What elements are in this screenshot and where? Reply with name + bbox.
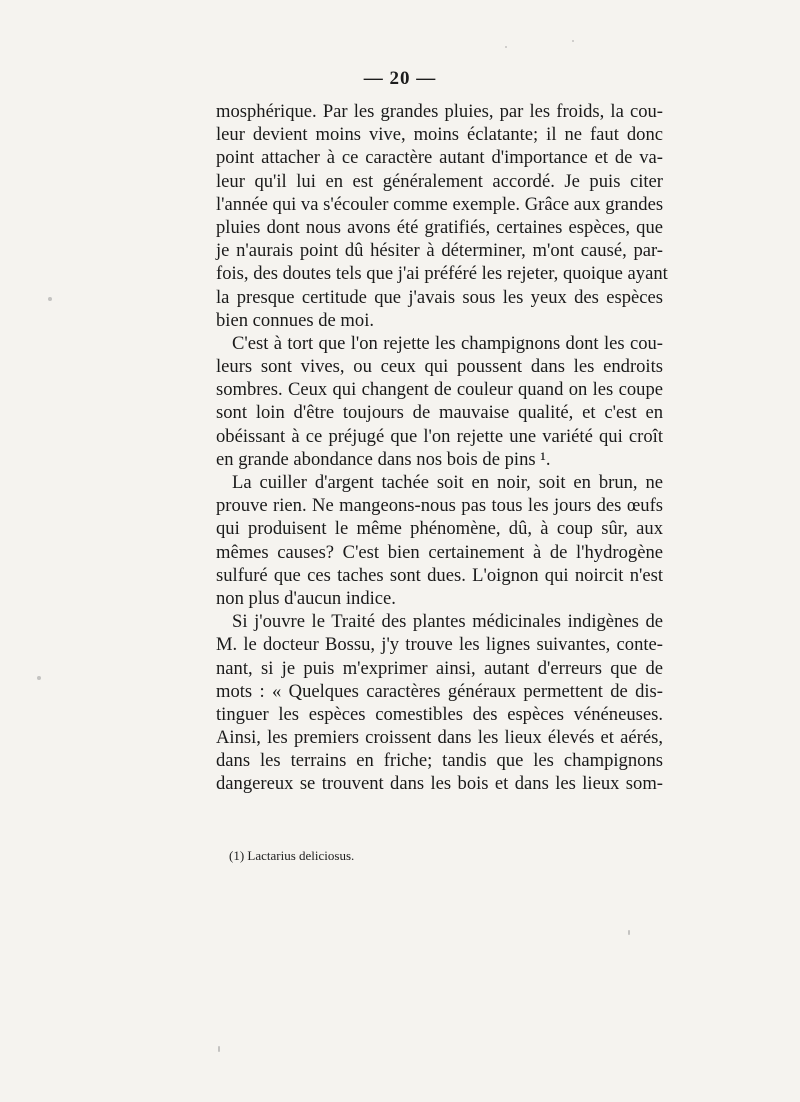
text-line: obéissant à ce préjugé que l'on rejette une variété qui croît [216, 425, 663, 447]
paper-speck [37, 676, 41, 680]
text-line: dangereux se trouvent dans les bois et dans les lieux som- [216, 773, 663, 795]
text-line: l'année qui va s'écouler comme exemple. Grâce aux grandes [216, 193, 664, 215]
footnote: (1) Lactarius deliciosus. [229, 848, 355, 863]
page-number: — 20 — [363, 68, 437, 89]
text-line: C'est à tort que l'on rejette les champignons dont les cou- [232, 332, 663, 354]
text-line: mêmes causes? C'est bien certainement à de l'hydrogène [216, 541, 663, 563]
text-line: mots : « Quelques caractères généraux permettent de dis- [216, 680, 663, 702]
text-line: fois, des doutes tels que j'ai préféré les rejeter, quoique ayant [216, 263, 668, 285]
text-line: tinguer les espèces comestibles des espèces vénéneuses. [216, 703, 663, 725]
text-line: Ainsi, les premiers croissent dans les lieux élevés et aérés, [216, 727, 663, 749]
text-line: je n'aurais point dû hésiter à déterminer, m'ont causé, par- [216, 240, 663, 262]
text-line: prouve rien. Ne mangeons-nous pas tous les jours des œufs [216, 495, 663, 517]
text-line: nant, si je puis m'exprimer ainsi, autant d'erreurs que de [216, 657, 663, 679]
text-line: point attacher à ce caractère autant d'importance et de va- [216, 147, 663, 169]
text-line: leur qu'il lui en est généralement accordé. Je puis citer [216, 170, 663, 192]
text-line: M. le docteur Bossu, j'y trouve les lignes suivantes, conte- [216, 634, 663, 656]
text-line: La cuiller d'argent tachée soit en noir, soit en brun, ne [232, 472, 663, 493]
text-line: dans les terrains en friche; tandis que les champignons [216, 750, 663, 772]
text-line: qui produisent le même phénomène, dû, à coup sûr, aux [216, 518, 663, 540]
text-line: sulfuré que ces taches sont dues. L'oignon qui noircit n'est [216, 564, 663, 586]
text-line: sont loin d'être toujours de mauvaise qualité, et c'est en [216, 402, 663, 424]
text-line: la presque certitude que j'avais sous les yeux des espèces [216, 286, 663, 308]
text-line: pluies dont nous avons été gratifiés, certaines espèces, que [216, 216, 663, 238]
text-line: en grande abondance dans nos bois de pins ¹. [216, 448, 551, 470]
paper-speck [572, 40, 574, 42]
paper-speck [218, 1046, 220, 1052]
paper-speck [505, 46, 507, 48]
text-line: leurs sont vives, ou ceux qui poussent dans les endroits [216, 356, 663, 378]
body-text [216, 100, 668, 796]
text-line: non plus d'aucun indice. [216, 587, 396, 609]
paper-speck [48, 297, 52, 301]
text-line: sombres. Ceux qui changent de couleur quand on les coupe [216, 379, 663, 401]
text-line: Si j'ouvre le Traité des plantes médicinales indigènes de [232, 611, 663, 633]
text-line: bien connues de moi. [216, 309, 375, 331]
paper-speck [628, 930, 630, 935]
text-line: leur devient moins vive, moins éclatante; il ne faut donc [216, 124, 663, 146]
text-line: mosphérique. Par les grandes pluies, par les froids, la cou- [216, 101, 663, 122]
